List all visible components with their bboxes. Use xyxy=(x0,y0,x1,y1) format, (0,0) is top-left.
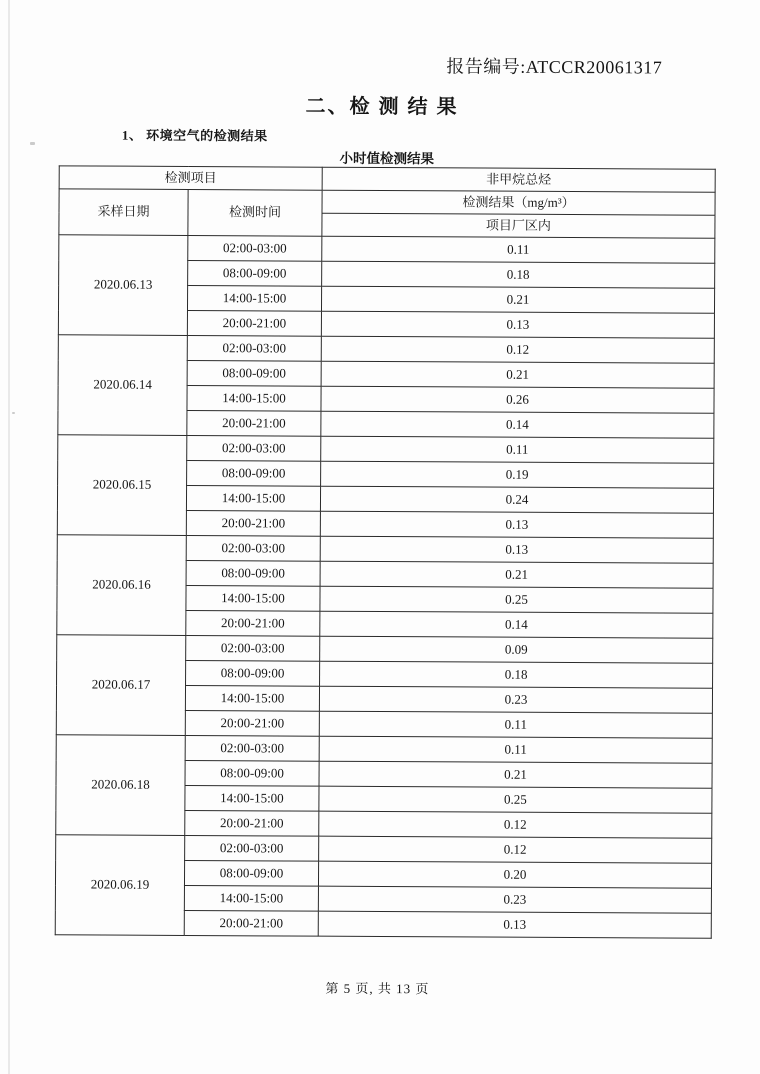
detect-time-cell: 02:00-03:00 xyxy=(185,735,319,761)
result-value-cell: 0.11 xyxy=(322,236,715,263)
header-analyte: 非甲烷总烃 xyxy=(322,167,715,192)
detect-time-cell: 20:00-21:00 xyxy=(184,910,318,936)
header-location: 项目厂区内 xyxy=(322,213,715,238)
result-value-cell: 0.19 xyxy=(321,461,714,488)
detect-time-cell: 20:00-21:00 xyxy=(187,310,321,336)
detect-time-cell: 08:00-09:00 xyxy=(184,860,318,886)
sample-date-cell: 2020.06.16 xyxy=(57,535,187,636)
detect-time-cell: 20:00-21:00 xyxy=(186,610,320,636)
header-detect-item: 检测项目 xyxy=(59,166,322,190)
detect-time-cell: 08:00-09:00 xyxy=(188,260,322,286)
result-value-cell: 0.11 xyxy=(319,711,712,738)
detect-time-cell: 14:00-15:00 xyxy=(187,385,321,411)
report-number: 报告编号:ATCCR20061317 xyxy=(446,56,663,78)
result-value-cell: 0.13 xyxy=(321,311,714,338)
table-row xyxy=(56,835,712,863)
result-value-cell: 0.21 xyxy=(319,761,712,788)
table-row xyxy=(59,235,715,263)
result-value-cell: 0.21 xyxy=(322,286,715,313)
sample-date-cell: 2020.06.19 xyxy=(55,835,185,936)
detect-time-cell: 14:00-15:00 xyxy=(186,585,320,611)
detect-time-cell: 08:00-09:00 xyxy=(187,360,321,386)
result-value-cell: 0.13 xyxy=(320,511,713,538)
detect-time-cell: 14:00-15:00 xyxy=(186,485,320,511)
result-value-cell: 0.23 xyxy=(319,686,712,713)
detect-time-cell: 20:00-21:00 xyxy=(186,510,320,536)
page-title: 二、检 测 结 果 xyxy=(305,95,459,119)
result-value-cell: 0.11 xyxy=(319,736,712,763)
detect-time-cell: 08:00-09:00 xyxy=(187,460,321,486)
result-value-cell: 0.20 xyxy=(318,861,711,888)
sample-date-cell: 2020.06.14 xyxy=(58,335,188,436)
detect-time-cell: 02:00-03:00 xyxy=(185,835,319,861)
sample-date-cell: 2020.06.13 xyxy=(58,235,188,336)
result-value-cell: 0.13 xyxy=(318,911,711,938)
detect-time-cell: 20:00-21:00 xyxy=(187,410,321,436)
detect-time-cell: 14:00-15:00 xyxy=(184,885,318,911)
result-value-cell: 0.23 xyxy=(318,886,711,913)
result-value-cell: 0.21 xyxy=(320,561,713,588)
result-value-cell: 0.24 xyxy=(320,486,713,513)
result-value-cell: 0.25 xyxy=(320,586,713,613)
detect-time-cell: 08:00-09:00 xyxy=(185,760,319,786)
result-value-cell: 0.18 xyxy=(320,661,713,688)
detect-time-cell: 02:00-03:00 xyxy=(188,235,322,261)
header-detect-time: 检测时间 xyxy=(188,189,322,236)
result-value-cell: 0.21 xyxy=(321,361,714,388)
table-row xyxy=(57,635,713,663)
table-header-row xyxy=(59,166,715,192)
result-value-cell: 0.18 xyxy=(322,261,715,288)
detect-time-cell: 08:00-09:00 xyxy=(186,560,320,586)
result-value-cell: 0.26 xyxy=(321,386,714,413)
detect-time-cell: 20:00-21:00 xyxy=(185,710,319,736)
detect-time-cell: 08:00-09:00 xyxy=(186,660,320,686)
result-value-cell: 0.13 xyxy=(320,536,713,563)
detect-time-cell: 14:00-15:00 xyxy=(187,285,321,311)
section-heading: 1、 环境空气的检测结果 xyxy=(121,127,268,144)
detect-time-cell: 20:00-21:00 xyxy=(185,810,319,836)
result-value-cell: 0.12 xyxy=(319,836,712,863)
header-sample-date: 采样日期 xyxy=(59,189,188,236)
detect-time-cell: 02:00-03:00 xyxy=(187,335,321,361)
result-value-cell: 0.12 xyxy=(319,811,712,838)
detect-time-cell: 02:00-03:00 xyxy=(186,635,320,661)
result-value-cell: 0.14 xyxy=(321,411,714,438)
sample-date-cell: 2020.06.18 xyxy=(56,735,186,836)
result-value-cell: 0.11 xyxy=(321,436,714,463)
table-row xyxy=(56,735,712,763)
table-row xyxy=(57,535,713,563)
table-row xyxy=(58,335,714,363)
result-value-cell: 0.12 xyxy=(321,336,714,363)
detect-time-cell: 14:00-15:00 xyxy=(185,685,319,711)
sample-date-cell: 2020.06.17 xyxy=(56,635,186,736)
header-result-unit: 检测结果（mg/m³） xyxy=(322,190,715,215)
page-footer: 第 5 页, 共 13 页 xyxy=(325,980,430,997)
detect-time-cell: 02:00-03:00 xyxy=(186,535,320,561)
table-header-row xyxy=(59,189,715,215)
result-value-cell: 0.09 xyxy=(320,636,713,663)
detect-time-cell: 14:00-15:00 xyxy=(185,785,319,811)
table-row xyxy=(58,435,714,463)
result-value-cell: 0.14 xyxy=(320,611,713,638)
result-value-cell: 0.25 xyxy=(319,786,712,813)
sample-date-cell: 2020.06.15 xyxy=(57,435,187,536)
table-title: 小时值检测结果 xyxy=(339,150,435,167)
detect-time-cell: 02:00-03:00 xyxy=(187,435,321,461)
results-table xyxy=(55,165,716,938)
